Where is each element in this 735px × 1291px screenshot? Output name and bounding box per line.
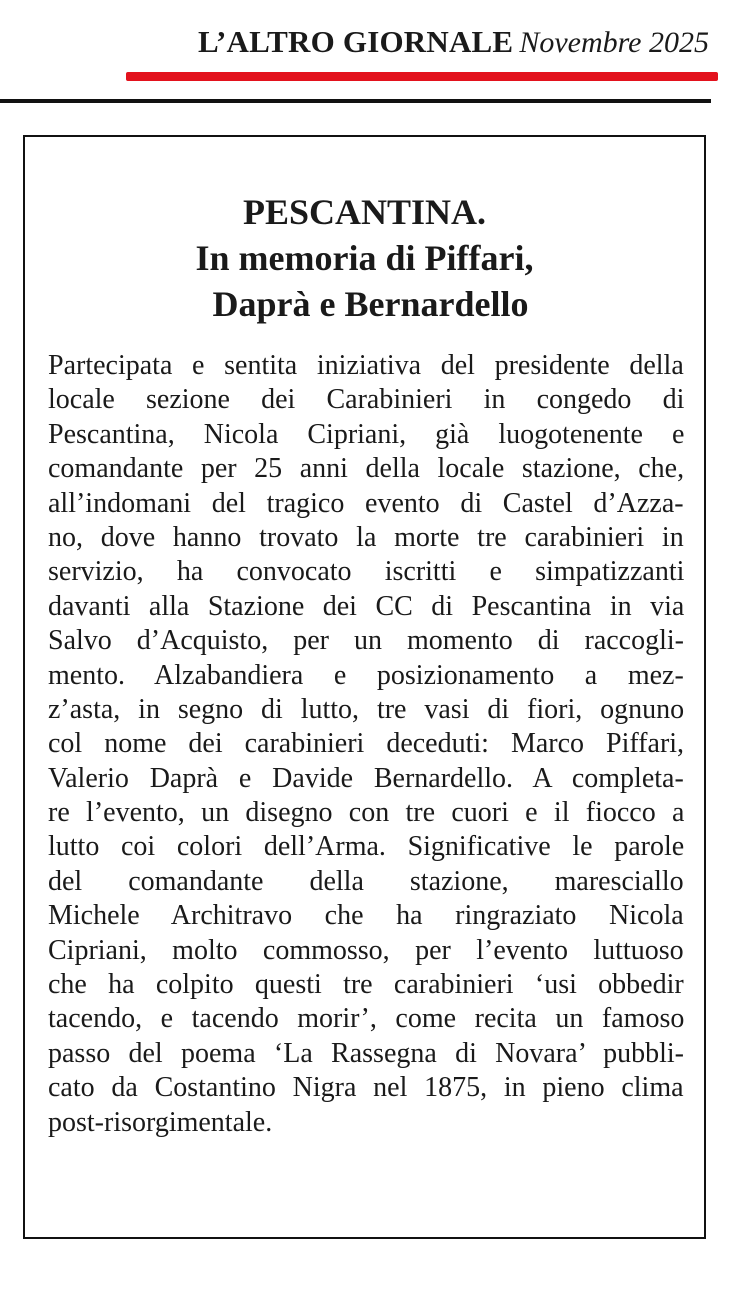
headline-line: In memoria di Piffari, <box>195 238 534 278</box>
body-line: Salvo d’Acquisto, per un momento di raccogli- <box>48 625 684 657</box>
body-line: servizio, ha convocato iscritti e simpatizzanti <box>48 556 684 588</box>
body-line: all’indomani del tragico evento di Castel d’Azza- <box>48 487 684 519</box>
body-line: mento. Alzabandiera e posizionamento a mez- <box>48 659 684 691</box>
masthead-black-rule <box>0 99 711 103</box>
article-body <box>48 349 684 1140</box>
body-line: Partecipata e sentita iniziativa del presidente della <box>48 350 684 381</box>
article-box <box>23 135 706 1239</box>
body-line: Cipriani, molto commosso, per l’evento luttuoso <box>48 934 684 966</box>
body-line: Michele Architravo che ha ringraziato Nicola <box>48 900 684 932</box>
issue-date: Novembre 2025 <box>519 26 709 59</box>
body-line: che ha colpito questi tre carabinieri ‘usi obbedir <box>48 969 684 1001</box>
body-line: locale sezione dei Carabinieri in congedo di <box>48 384 684 416</box>
body-line: tacendo, e tacendo morir’, come recita un famoso <box>48 1003 684 1035</box>
body-line: no, dove hanno trovato la morte tre carabinieri in <box>48 521 684 553</box>
body-line: lutto coi colori dell’Arma. Significative le parole <box>48 831 684 863</box>
body-line: Valerio Daprà e Davide Bernardello. A completa- <box>48 762 684 794</box>
body-line: comandante per 25 anni della locale stazione, che, <box>48 453 684 485</box>
body-line: post-risorgimentale. <box>48 1106 273 1138</box>
body-line: col nome dei carabinieri deceduti: Marco Piffari, <box>48 728 684 760</box>
body-line: del comandante della stazione, maresciallo <box>48 865 684 897</box>
body-line: z’asta, in segno di lutto, tre vasi di fiori, ognuno <box>48 693 684 725</box>
newspaper-name: L’ALTRO GIORNALE <box>198 24 514 59</box>
body-line: davanti alla Stazione dei CC di Pescantina in via <box>48 590 684 622</box>
body-line: re l’evento, un disegno con tre cuori e il fiocco a <box>48 797 684 829</box>
body-line: Pescantina, Nicola Cipriani, già luogotenente e <box>48 418 684 450</box>
body-line: cato da Costantino Nigra nel 1875, in pieno clima <box>48 1072 684 1104</box>
masthead-red-rule <box>126 72 718 81</box>
article-headline <box>25 189 704 327</box>
body-line: passo del poema ‘La Rassegna di Novara’ pubbli- <box>48 1037 684 1069</box>
headline-line: PESCANTINA. <box>242 192 487 232</box>
headline-line: Daprà e Bernardello <box>212 284 529 324</box>
masthead <box>198 26 709 58</box>
